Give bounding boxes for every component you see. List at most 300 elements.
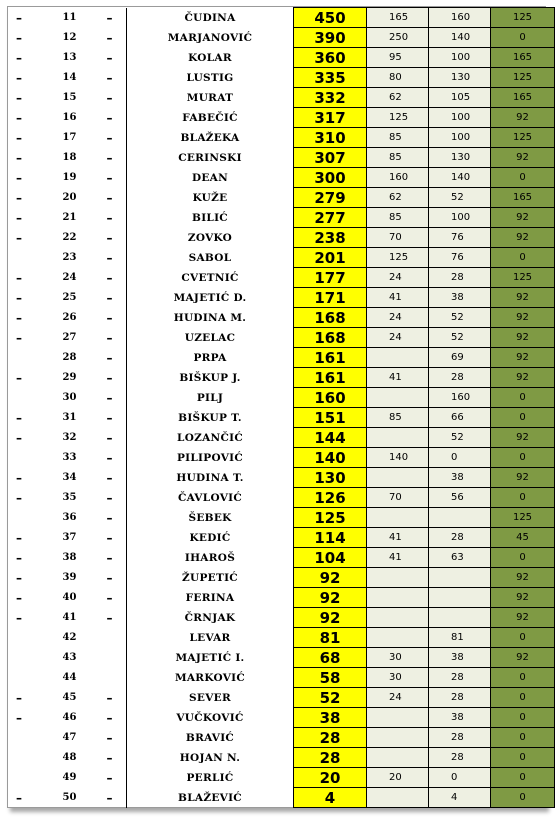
- points-c-cell: 92: [491, 288, 555, 308]
- rank-cell: 34: [62, 472, 77, 483]
- name-cell: HOJAN N.: [127, 748, 294, 768]
- points-a-cell: 41: [367, 528, 429, 548]
- table-row: [8, 268, 555, 288]
- points-b-cell: 28: [429, 268, 491, 288]
- table-row: [8, 388, 555, 408]
- points-c-cell: 92: [491, 348, 555, 368]
- points-c-cell: 92: [491, 108, 555, 128]
- rank-cell: 50: [62, 792, 77, 803]
- table-row: [8, 328, 555, 348]
- points-c-cell: 125: [491, 508, 555, 528]
- rank-cell: 27: [62, 332, 77, 343]
- row-dash-marker: [8, 508, 46, 528]
- table-row: [8, 48, 555, 68]
- total-points-cell: 92: [294, 568, 367, 588]
- total-points-cell: 125: [294, 508, 367, 528]
- points-c-cell: 125: [491, 68, 555, 88]
- total-points-cell: 300: [294, 168, 367, 188]
- row-dash-marker-2: –: [93, 568, 127, 588]
- points-a-cell: [367, 708, 429, 728]
- table-row: [8, 548, 555, 568]
- table-row: [8, 348, 555, 368]
- total-points-cell: 161: [294, 368, 367, 388]
- row-dash-marker-2: –: [93, 408, 127, 428]
- points-a-cell: 160: [367, 168, 429, 188]
- table-row: [8, 208, 555, 228]
- table-row: [8, 148, 555, 168]
- rank-cell: 22: [62, 232, 77, 243]
- points-b-cell: 52: [429, 188, 491, 208]
- total-points-cell: 160: [294, 388, 367, 408]
- name-cell: MARKOVIĆ: [127, 668, 294, 688]
- points-b-cell: 76: [429, 228, 491, 248]
- table-row: [8, 728, 555, 748]
- row-dash-marker: [8, 388, 46, 408]
- points-a-cell: 62: [367, 188, 429, 208]
- row-dash-marker-2: –: [93, 268, 127, 288]
- table-row: [8, 708, 555, 728]
- total-points-cell: 104: [294, 548, 367, 568]
- rank-cell: 18: [62, 152, 77, 163]
- total-points-cell: 92: [294, 608, 367, 628]
- points-c-cell: 0: [491, 168, 555, 188]
- rank-cell: 46: [62, 712, 77, 723]
- total-points-cell: 317: [294, 108, 367, 128]
- row-dash-marker: –: [16, 230, 22, 245]
- table-row: [8, 188, 555, 208]
- points-b-cell: 63: [429, 548, 491, 568]
- points-c-cell: 45: [491, 528, 555, 548]
- name-cell: ČRNJAK: [127, 608, 294, 628]
- points-c-cell: 0: [491, 448, 555, 468]
- points-a-cell: 250: [367, 28, 429, 48]
- total-points-cell: 4: [294, 788, 367, 808]
- row-dash-marker: –: [16, 310, 22, 325]
- row-dash-marker: –: [16, 570, 22, 585]
- total-points-cell: 52: [294, 688, 367, 708]
- points-a-cell: [367, 568, 429, 588]
- total-points-cell: 332: [294, 88, 367, 108]
- points-b-cell: 38: [429, 288, 491, 308]
- name-cell: BLAŽEVIĆ: [127, 788, 294, 808]
- row-dash-marker: –: [16, 610, 22, 625]
- rank-cell: 48: [62, 752, 77, 763]
- points-a-cell: [367, 748, 429, 768]
- rank-cell: 28: [62, 352, 77, 363]
- row-dash-marker: –: [16, 10, 22, 25]
- points-c-cell: 165: [491, 48, 555, 68]
- standings-table: [8, 7, 555, 808]
- rank-cell: 17: [62, 132, 77, 143]
- points-a-cell: [367, 728, 429, 748]
- rank-cell: 39: [62, 572, 77, 583]
- row-dash-marker: –: [16, 330, 22, 345]
- table-row: [8, 748, 555, 768]
- points-c-cell: 165: [491, 188, 555, 208]
- points-a-cell: 80: [367, 68, 429, 88]
- total-points-cell: 168: [294, 308, 367, 328]
- rank-cell: 49: [62, 772, 77, 783]
- points-c-cell: 0: [491, 768, 555, 788]
- total-points-cell: 360: [294, 48, 367, 68]
- points-a-cell: 95: [367, 48, 429, 68]
- name-cell: BLAŽEKA: [127, 128, 294, 148]
- row-dash-marker-2: –: [93, 208, 127, 228]
- points-b-cell: 105: [429, 88, 491, 108]
- points-a-cell: 140: [367, 448, 429, 468]
- name-cell: ZOVKO: [127, 228, 294, 248]
- points-b-cell: 38: [429, 648, 491, 668]
- points-c-cell: 0: [491, 248, 555, 268]
- row-dash-marker-2: –: [93, 428, 127, 448]
- table-row: [8, 68, 555, 88]
- row-dash-marker: –: [16, 270, 22, 285]
- points-b-cell: 100: [429, 208, 491, 228]
- points-a-cell: 62: [367, 88, 429, 108]
- rank-cell: 13: [62, 52, 77, 63]
- row-dash-marker-2: [93, 648, 127, 668]
- row-dash-marker-2: –: [93, 288, 127, 308]
- rank-cell: 16: [62, 112, 77, 123]
- total-points-cell: 201: [294, 248, 367, 268]
- row-dash-marker-2: [93, 628, 127, 648]
- total-points-cell: 114: [294, 528, 367, 548]
- points-b-cell: 130: [429, 68, 491, 88]
- points-c-cell: 92: [491, 148, 555, 168]
- total-points-cell: 310: [294, 128, 367, 148]
- total-points-cell: 390: [294, 28, 367, 48]
- points-b-cell: 100: [429, 48, 491, 68]
- rank-cell: 32: [62, 432, 77, 443]
- total-points-cell: 58: [294, 668, 367, 688]
- points-c-cell: 0: [491, 728, 555, 748]
- rank-cell: 20: [62, 192, 77, 203]
- row-dash-marker-2: –: [93, 688, 127, 708]
- total-points-cell: 38: [294, 708, 367, 728]
- row-dash-marker-2: –: [93, 328, 127, 348]
- rank-cell: 30: [62, 392, 77, 403]
- row-dash-marker-2: –: [93, 588, 127, 608]
- rank-cell: 38: [62, 552, 77, 563]
- row-dash-marker: –: [16, 430, 22, 445]
- row-dash-marker: –: [16, 490, 22, 505]
- points-c-cell: 0: [491, 628, 555, 648]
- total-points-cell: 171: [294, 288, 367, 308]
- name-cell: ŽUPETIĆ: [127, 568, 294, 588]
- name-cell: PILJ: [127, 388, 294, 408]
- total-points-cell: 168: [294, 328, 367, 348]
- points-a-cell: [367, 388, 429, 408]
- table-row: [8, 568, 555, 588]
- row-dash-marker: –: [16, 370, 22, 385]
- rank-cell: 14: [62, 72, 77, 83]
- row-dash-marker: [8, 628, 46, 648]
- points-b-cell: 28: [429, 668, 491, 688]
- row-dash-marker: –: [16, 90, 22, 105]
- points-b-cell: 52: [429, 428, 491, 448]
- row-dash-marker: –: [16, 170, 22, 185]
- total-points-cell: 450: [294, 8, 367, 28]
- row-dash-marker-2: –: [93, 148, 127, 168]
- name-cell: FERINA: [127, 588, 294, 608]
- table-row: [8, 668, 555, 688]
- row-dash-marker: –: [16, 550, 22, 565]
- rank-cell: 21: [62, 212, 77, 223]
- name-cell: PILIPOVIĆ: [127, 448, 294, 468]
- points-b-cell: 52: [429, 328, 491, 348]
- points-a-cell: 24: [367, 268, 429, 288]
- points-a-cell: [367, 608, 429, 628]
- row-dash-marker-2: –: [93, 768, 127, 788]
- points-a-cell: 24: [367, 328, 429, 348]
- row-dash-marker: –: [16, 130, 22, 145]
- points-b-cell: 56: [429, 488, 491, 508]
- points-c-cell: 92: [491, 588, 555, 608]
- total-points-cell: 277: [294, 208, 367, 228]
- points-b-cell: 4: [429, 788, 491, 808]
- standings-table-body: [8, 8, 555, 808]
- name-cell: SEVER: [127, 688, 294, 708]
- total-points-cell: 161: [294, 348, 367, 368]
- points-b-cell: [429, 508, 491, 528]
- points-b-cell: 160: [429, 8, 491, 28]
- row-dash-marker-2: –: [93, 48, 127, 68]
- rank-cell: 31: [62, 412, 77, 423]
- row-dash-marker-2: –: [93, 508, 127, 528]
- total-points-cell: 81: [294, 628, 367, 648]
- points-a-cell: 30: [367, 648, 429, 668]
- row-dash-marker-2: –: [93, 228, 127, 248]
- points-a-cell: 24: [367, 688, 429, 708]
- total-points-cell: 238: [294, 228, 367, 248]
- points-b-cell: 38: [429, 708, 491, 728]
- points-c-cell: 0: [491, 548, 555, 568]
- points-a-cell: 20: [367, 768, 429, 788]
- points-c-cell: 92: [491, 208, 555, 228]
- name-cell: MARJANOVIĆ: [127, 28, 294, 48]
- name-cell: CERINSKI: [127, 148, 294, 168]
- points-b-cell: 28: [429, 728, 491, 748]
- points-b-cell: 28: [429, 368, 491, 388]
- points-b-cell: 100: [429, 108, 491, 128]
- table-row: [8, 468, 555, 488]
- rank-cell: 15: [62, 92, 77, 103]
- points-c-cell: 92: [491, 308, 555, 328]
- rank-cell: 23: [62, 252, 77, 263]
- points-a-cell: [367, 588, 429, 608]
- table-row: [8, 168, 555, 188]
- points-b-cell: 28: [429, 688, 491, 708]
- row-dash-marker-2: –: [93, 468, 127, 488]
- table-row: [8, 308, 555, 328]
- total-points-cell: 177: [294, 268, 367, 288]
- points-a-cell: [367, 508, 429, 528]
- points-b-cell: [429, 568, 491, 588]
- total-points-cell: 92: [294, 588, 367, 608]
- points-c-cell: 0: [491, 788, 555, 808]
- row-dash-marker-2: –: [93, 348, 127, 368]
- rank-cell: 43: [62, 652, 77, 663]
- name-cell: SABOL: [127, 248, 294, 268]
- rank-cell: 29: [62, 372, 77, 383]
- points-b-cell: [429, 608, 491, 628]
- total-points-cell: 307: [294, 148, 367, 168]
- row-dash-marker: –: [16, 110, 22, 125]
- name-cell: BRAVIĆ: [127, 728, 294, 748]
- points-b-cell: [429, 588, 491, 608]
- name-cell: LUSTIG: [127, 68, 294, 88]
- row-dash-marker: [8, 768, 46, 788]
- row-dash-marker: [8, 248, 46, 268]
- points-a-cell: 41: [367, 288, 429, 308]
- row-dash-marker: [8, 648, 46, 668]
- points-a-cell: 70: [367, 488, 429, 508]
- name-cell: MAJETIĆ I.: [127, 648, 294, 668]
- total-points-cell: 20: [294, 768, 367, 788]
- points-c-cell: 92: [491, 328, 555, 348]
- row-dash-marker: –: [16, 590, 22, 605]
- rank-cell: 42: [62, 632, 77, 643]
- rank-cell: 19: [62, 172, 77, 183]
- table-row: [8, 648, 555, 668]
- row-dash-marker-2: –: [93, 168, 127, 188]
- row-dash-marker: [8, 748, 46, 768]
- table-row: [8, 408, 555, 428]
- total-points-cell: 151: [294, 408, 367, 428]
- points-c-cell: 125: [491, 268, 555, 288]
- row-dash-marker-2: –: [93, 308, 127, 328]
- name-cell: LOZANČIĆ: [127, 428, 294, 448]
- table-row: [8, 488, 555, 508]
- points-c-cell: 0: [491, 688, 555, 708]
- table-row: [8, 628, 555, 648]
- rank-cell: 37: [62, 532, 77, 543]
- points-c-cell: 0: [491, 488, 555, 508]
- points-a-cell: 41: [367, 548, 429, 568]
- table-row: [8, 28, 555, 48]
- row-dash-marker-2: –: [93, 88, 127, 108]
- points-c-cell: 125: [491, 8, 555, 28]
- row-dash-marker-2: [93, 668, 127, 688]
- rank-cell: 35: [62, 492, 77, 503]
- total-points-cell: 126: [294, 488, 367, 508]
- name-cell: KOLAR: [127, 48, 294, 68]
- points-b-cell: 0: [429, 448, 491, 468]
- points-a-cell: [367, 628, 429, 648]
- row-dash-marker-2: –: [93, 68, 127, 88]
- table-row: [8, 788, 555, 808]
- points-b-cell: 66: [429, 408, 491, 428]
- name-cell: CVETNIĆ: [127, 268, 294, 288]
- rank-cell: 26: [62, 312, 77, 323]
- points-c-cell: 92: [491, 228, 555, 248]
- table-row: [8, 248, 555, 268]
- row-dash-marker-2: –: [93, 548, 127, 568]
- row-dash-marker-2: –: [93, 748, 127, 768]
- name-cell: ČUDINA: [127, 8, 294, 28]
- row-dash-marker: –: [16, 710, 22, 725]
- points-a-cell: [367, 348, 429, 368]
- points-c-cell: 92: [491, 428, 555, 448]
- points-c-cell: 0: [491, 388, 555, 408]
- row-dash-marker-2: –: [93, 788, 127, 808]
- row-dash-marker: –: [16, 150, 22, 165]
- row-dash-marker-2: –: [93, 8, 127, 28]
- row-dash-marker: –: [16, 210, 22, 225]
- table-row: [8, 428, 555, 448]
- row-dash-marker-2: –: [93, 188, 127, 208]
- row-dash-marker: [8, 728, 46, 748]
- table-row: [8, 368, 555, 388]
- name-cell: BILIĆ: [127, 208, 294, 228]
- row-dash-marker: –: [16, 50, 22, 65]
- row-dash-marker: [8, 448, 46, 468]
- name-cell: IHAROŠ: [127, 548, 294, 568]
- total-points-cell: 28: [294, 728, 367, 748]
- rank-cell: 40: [62, 592, 77, 603]
- table-row: [8, 688, 555, 708]
- table-row: [8, 288, 555, 308]
- row-dash-marker-2: –: [93, 448, 127, 468]
- row-dash-marker-2: –: [93, 528, 127, 548]
- points-b-cell: 140: [429, 28, 491, 48]
- points-c-cell: 0: [491, 668, 555, 688]
- name-cell: MURAT: [127, 88, 294, 108]
- total-points-cell: 130: [294, 468, 367, 488]
- name-cell: HUDINA T.: [127, 468, 294, 488]
- row-dash-marker: –: [16, 70, 22, 85]
- table-row: [8, 128, 555, 148]
- name-cell: ŠEBEK: [127, 508, 294, 528]
- name-cell: PERLIĆ: [127, 768, 294, 788]
- table-row: [8, 228, 555, 248]
- name-cell: HUDINA M.: [127, 308, 294, 328]
- points-c-cell: 92: [491, 648, 555, 668]
- row-dash-marker-2: –: [93, 728, 127, 748]
- points-b-cell: 38: [429, 468, 491, 488]
- total-points-cell: 140: [294, 448, 367, 468]
- row-dash-marker-2: –: [93, 708, 127, 728]
- total-points-cell: 144: [294, 428, 367, 448]
- name-cell: FABEČIĆ: [127, 108, 294, 128]
- name-cell: PRPA: [127, 348, 294, 368]
- row-dash-marker-2: –: [93, 128, 127, 148]
- total-points-cell: 68: [294, 648, 367, 668]
- points-c-cell: 165: [491, 88, 555, 108]
- points-c-cell: 0: [491, 408, 555, 428]
- points-c-cell: 0: [491, 748, 555, 768]
- row-dash-marker-2: –: [93, 368, 127, 388]
- table-row: [8, 528, 555, 548]
- table-row: [8, 508, 555, 528]
- points-b-cell: 28: [429, 528, 491, 548]
- row-dash-marker-2: –: [93, 388, 127, 408]
- points-a-cell: 125: [367, 108, 429, 128]
- name-cell: KUŽE: [127, 188, 294, 208]
- total-points-cell: 279: [294, 188, 367, 208]
- rank-cell: 12: [62, 32, 77, 43]
- row-dash-marker-2: –: [93, 488, 127, 508]
- row-dash-marker: –: [16, 290, 22, 305]
- name-cell: UZELAC: [127, 328, 294, 348]
- rank-cell: 44: [62, 672, 77, 683]
- rank-cell: 25: [62, 292, 77, 303]
- points-b-cell: 100: [429, 128, 491, 148]
- rank-cell: 47: [62, 732, 77, 743]
- row-dash-marker: –: [16, 790, 22, 805]
- points-a-cell: 85: [367, 208, 429, 228]
- name-cell: KEDIĆ: [127, 528, 294, 548]
